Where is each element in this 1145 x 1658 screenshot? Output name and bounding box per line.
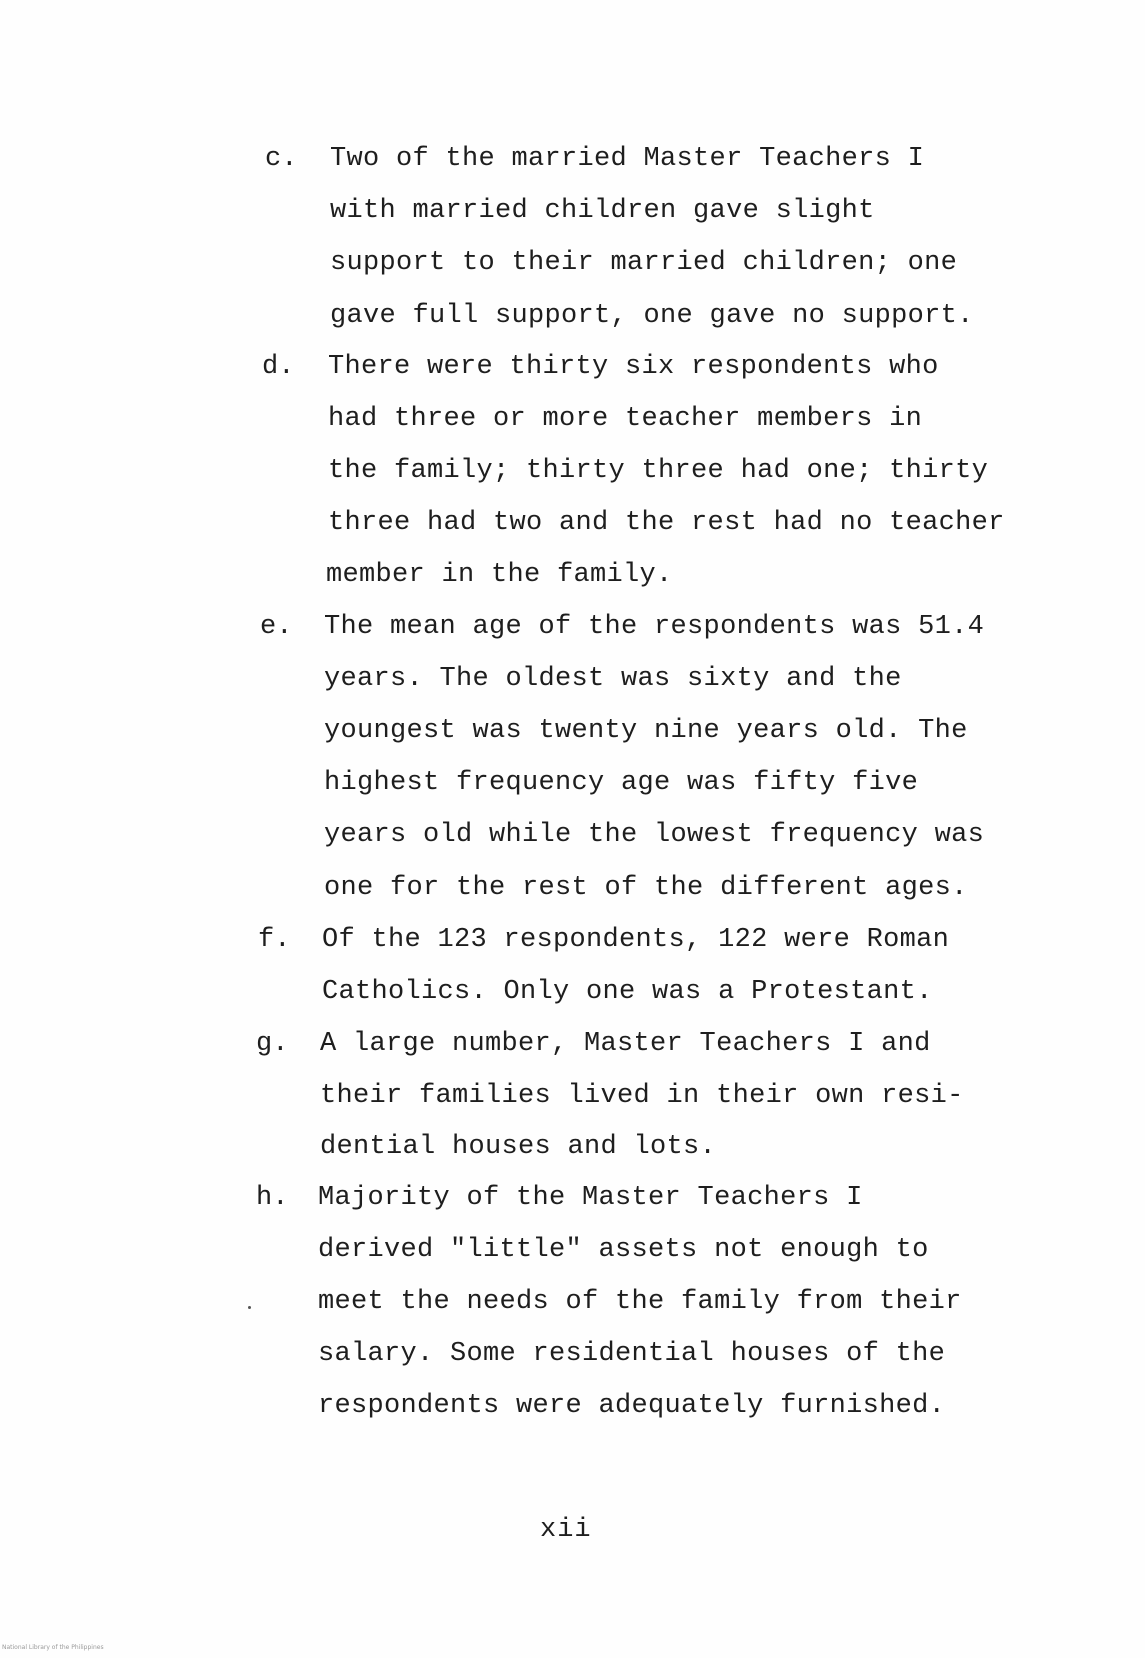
text-line: Majority of the Master Teachers I <box>318 1183 863 1213</box>
text-line: youngest was twenty nine years old. The <box>324 716 968 746</box>
text-line: gave full support, one gave no support. <box>330 301 974 331</box>
item-marker: d. <box>262 352 295 382</box>
text-line: Of the 123 respondents, 122 were Roman <box>322 925 950 955</box>
item-marker: g. <box>256 1029 289 1059</box>
text-line: Two of the married Master Teachers I <box>330 144 925 174</box>
text-line: salary. Some residential houses of the <box>318 1339 946 1369</box>
text-line: Catholics. Only one was a Protestant. <box>322 977 933 1007</box>
text-line: one for the rest of the different ages. <box>324 873 968 903</box>
text-line: years old while the lowest frequency was <box>324 820 985 850</box>
text-line: member in the family. <box>326 560 673 590</box>
page-number: xii <box>540 1515 592 1545</box>
text-line: The mean age of the respondents was 51.4 <box>324 612 985 642</box>
text-line: respondents were adequately furnished. <box>318 1391 946 1421</box>
item-marker: c. <box>265 144 298 174</box>
text-line: the family; thirty three had one; thirty <box>328 456 989 486</box>
text-line: meet the needs of the family from their <box>318 1287 962 1317</box>
text-line: years. The oldest was sixty and the <box>324 664 902 694</box>
item-marker: e. <box>260 612 293 642</box>
text-line: with married children gave slight <box>330 196 875 226</box>
text-line: support to their married children; one <box>330 248 958 278</box>
text-line: their families lived in their own resi- <box>320 1081 964 1111</box>
item-marker: f. <box>258 925 291 955</box>
text-line: derived "little" assets not enough to <box>318 1235 929 1265</box>
text-line: A large number, Master Teachers I and <box>320 1029 931 1059</box>
scan-speck <box>248 1306 251 1309</box>
scan-source-footer: National Library of the Philippines <box>2 1644 104 1651</box>
text-line: three had two and the rest had no teacher <box>328 508 1005 538</box>
text-line: highest frequency age was fifty five <box>324 768 919 798</box>
text-line: There were thirty six respondents who <box>328 352 939 382</box>
item-marker: h. <box>256 1183 289 1213</box>
text-line: dential houses and lots. <box>320 1132 717 1162</box>
text-line: had three or more teacher members in <box>328 404 923 434</box>
